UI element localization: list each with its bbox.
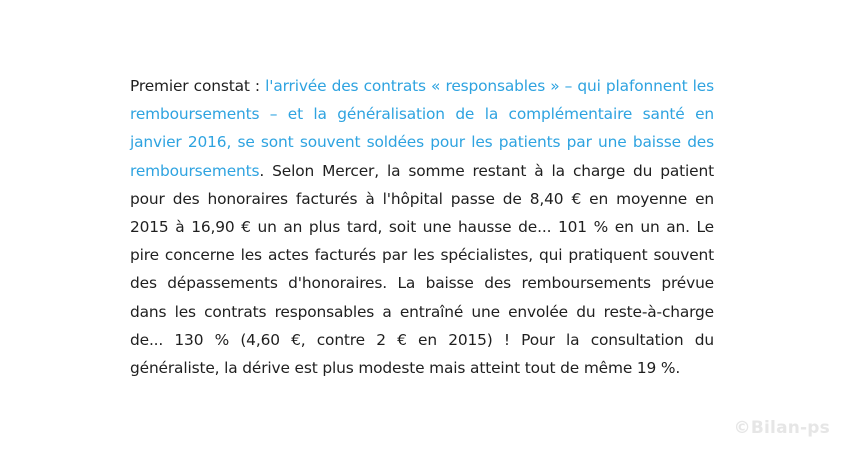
intro-label: Premier constat : — [130, 77, 266, 95]
article-paragraph — [130, 72, 714, 382]
body-text: . Selon Mercer, la somme restant à la charge du patient pour des honoraires facturés à l'hôpital passe de 8,40 € en moyenne en 2015 à 16,90 € un an plus tard, soit une hausse de... 101 % en un an. Le pire concerne les actes facturés par les spécialistes, qui pratiquent souvent des dépassements d'honoraires. La baisse des remboursements prévue dans les contrats responsables a entraîné une envolée du reste-à-charge de... 130 % (4,60 €, contre 2 € en 2015) ! Pour la consultation du généraliste, la dérive est plus modeste mais atteint tout de même 19 %. — [130, 161, 714, 378]
watermark: ©Bilan-ps — [733, 418, 830, 438]
highlighted-text: l'arrivée des contrats « responsables » – qui plafonnent les remboursements – et la généralisation de la complémentaire santé en janvier 2016, se sont souvent soldées pour les patients par une baisse des remboursements — [130, 77, 714, 180]
